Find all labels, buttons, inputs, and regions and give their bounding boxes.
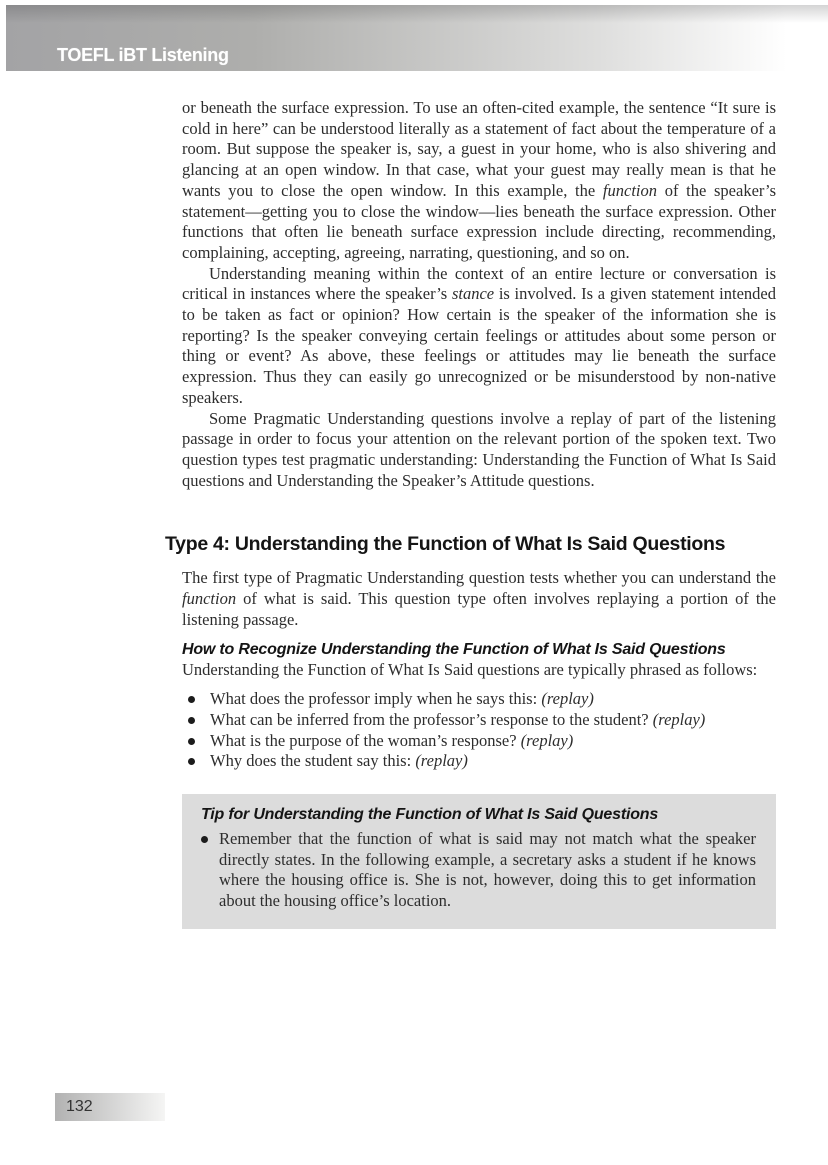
list-item — [201, 829, 756, 912]
list-item-text: Why does the student say this: (replay) — [210, 751, 468, 771]
paragraph-typically-phrased: Understanding the Function of What Is Said questions are typically phrased as follows: — [182, 660, 758, 680]
bullet-icon — [188, 738, 195, 745]
list-item-text: What does the professor imply when he says this: (replay) — [210, 689, 594, 709]
list-item — [182, 751, 776, 772]
list-item-text: What can be inferred from the professor’s response to the student? (replay) — [210, 709, 706, 729]
bullet-icon — [188, 758, 195, 765]
paragraph-type4-intro: The first type of Pragmatic Understanding question tests whether you can understand the function of what is said. This question type often involves replaying a portion of the listening passage. — [182, 568, 776, 629]
tip-box-title: Tip for Understanding the Function of What Is Said Questions — [201, 805, 659, 823]
tip-box — [182, 794, 776, 929]
list-item-text: What is the purpose of the woman’s response? (replay) — [210, 730, 574, 750]
bullet-icon — [201, 836, 208, 843]
section-heading-type4: Type 4: Understanding the Function of What Is Said Questions — [165, 533, 726, 556]
paragraph-speaker-stance: Understanding meaning within the context of an entire lecture or conversation is critical in instances where the speaker’s stance is involved. Is a given statement intended to be taken as fact or opinion? How certain is the speaker of the information she is reporting? Is the speaker conveying certain feelings or attitudes about some person or thing or event? As above, these feelings or attitudes may lie beneath the surface expression. Thus they can easily go unrecognized or be misunderstood by non-native speakers. — [182, 263, 776, 407]
question-phrasing-list — [182, 689, 776, 772]
list-item — [182, 731, 776, 752]
paragraph-replay-intro: Some Pragmatic Understanding questions involve a replay of part of the listening passage in order to focus your attention on the relevant portion of the spoken text. Two question types test pragmatic understanding: Understanding the Function of What Is Said questions and Understanding the Speaker’s Attitude questions. — [182, 408, 776, 490]
page-number: 132 — [66, 1098, 93, 1115]
paragraph-surface-expression: or beneath the surface expression. To use an often-cited example, the sentence “It sure is cold in here” can be understood literally as a statement of fact about the temperature of a room. But suppose the speaker is, say, a guest in your home, who is also shivering and glancing at an open window. In that case, what your guest may really mean is that he wants you to close the open window. In this example, the function of the speaker’s statement—getting you to close the window—lies beneath the surface expression. Other functions that often lie beneath surface expression include directing, recommending, complaining, accepting, agreeing, narrating, questioning, and so on. — [182, 98, 777, 262]
page-content — [165, 98, 777, 929]
tip-text: Remember that the function of what is said may not match what the speaker directly states. In the following example, a secretary asks a student if he knows where the housing office is. She is not, however, doing this to get information about the housing office’s location. — [219, 828, 756, 911]
list-item — [182, 689, 776, 710]
subsection-heading-how-to-recognize: How to Recognize Understanding the Function of What Is Said Questions — [182, 641, 726, 659]
page-number-badge — [55, 1093, 165, 1121]
page-header — [6, 5, 828, 71]
bullet-icon — [188, 717, 195, 724]
list-item — [182, 710, 776, 731]
bullet-icon — [188, 696, 195, 703]
page-header-title: TOEFL iBT Listening — [57, 45, 229, 65]
